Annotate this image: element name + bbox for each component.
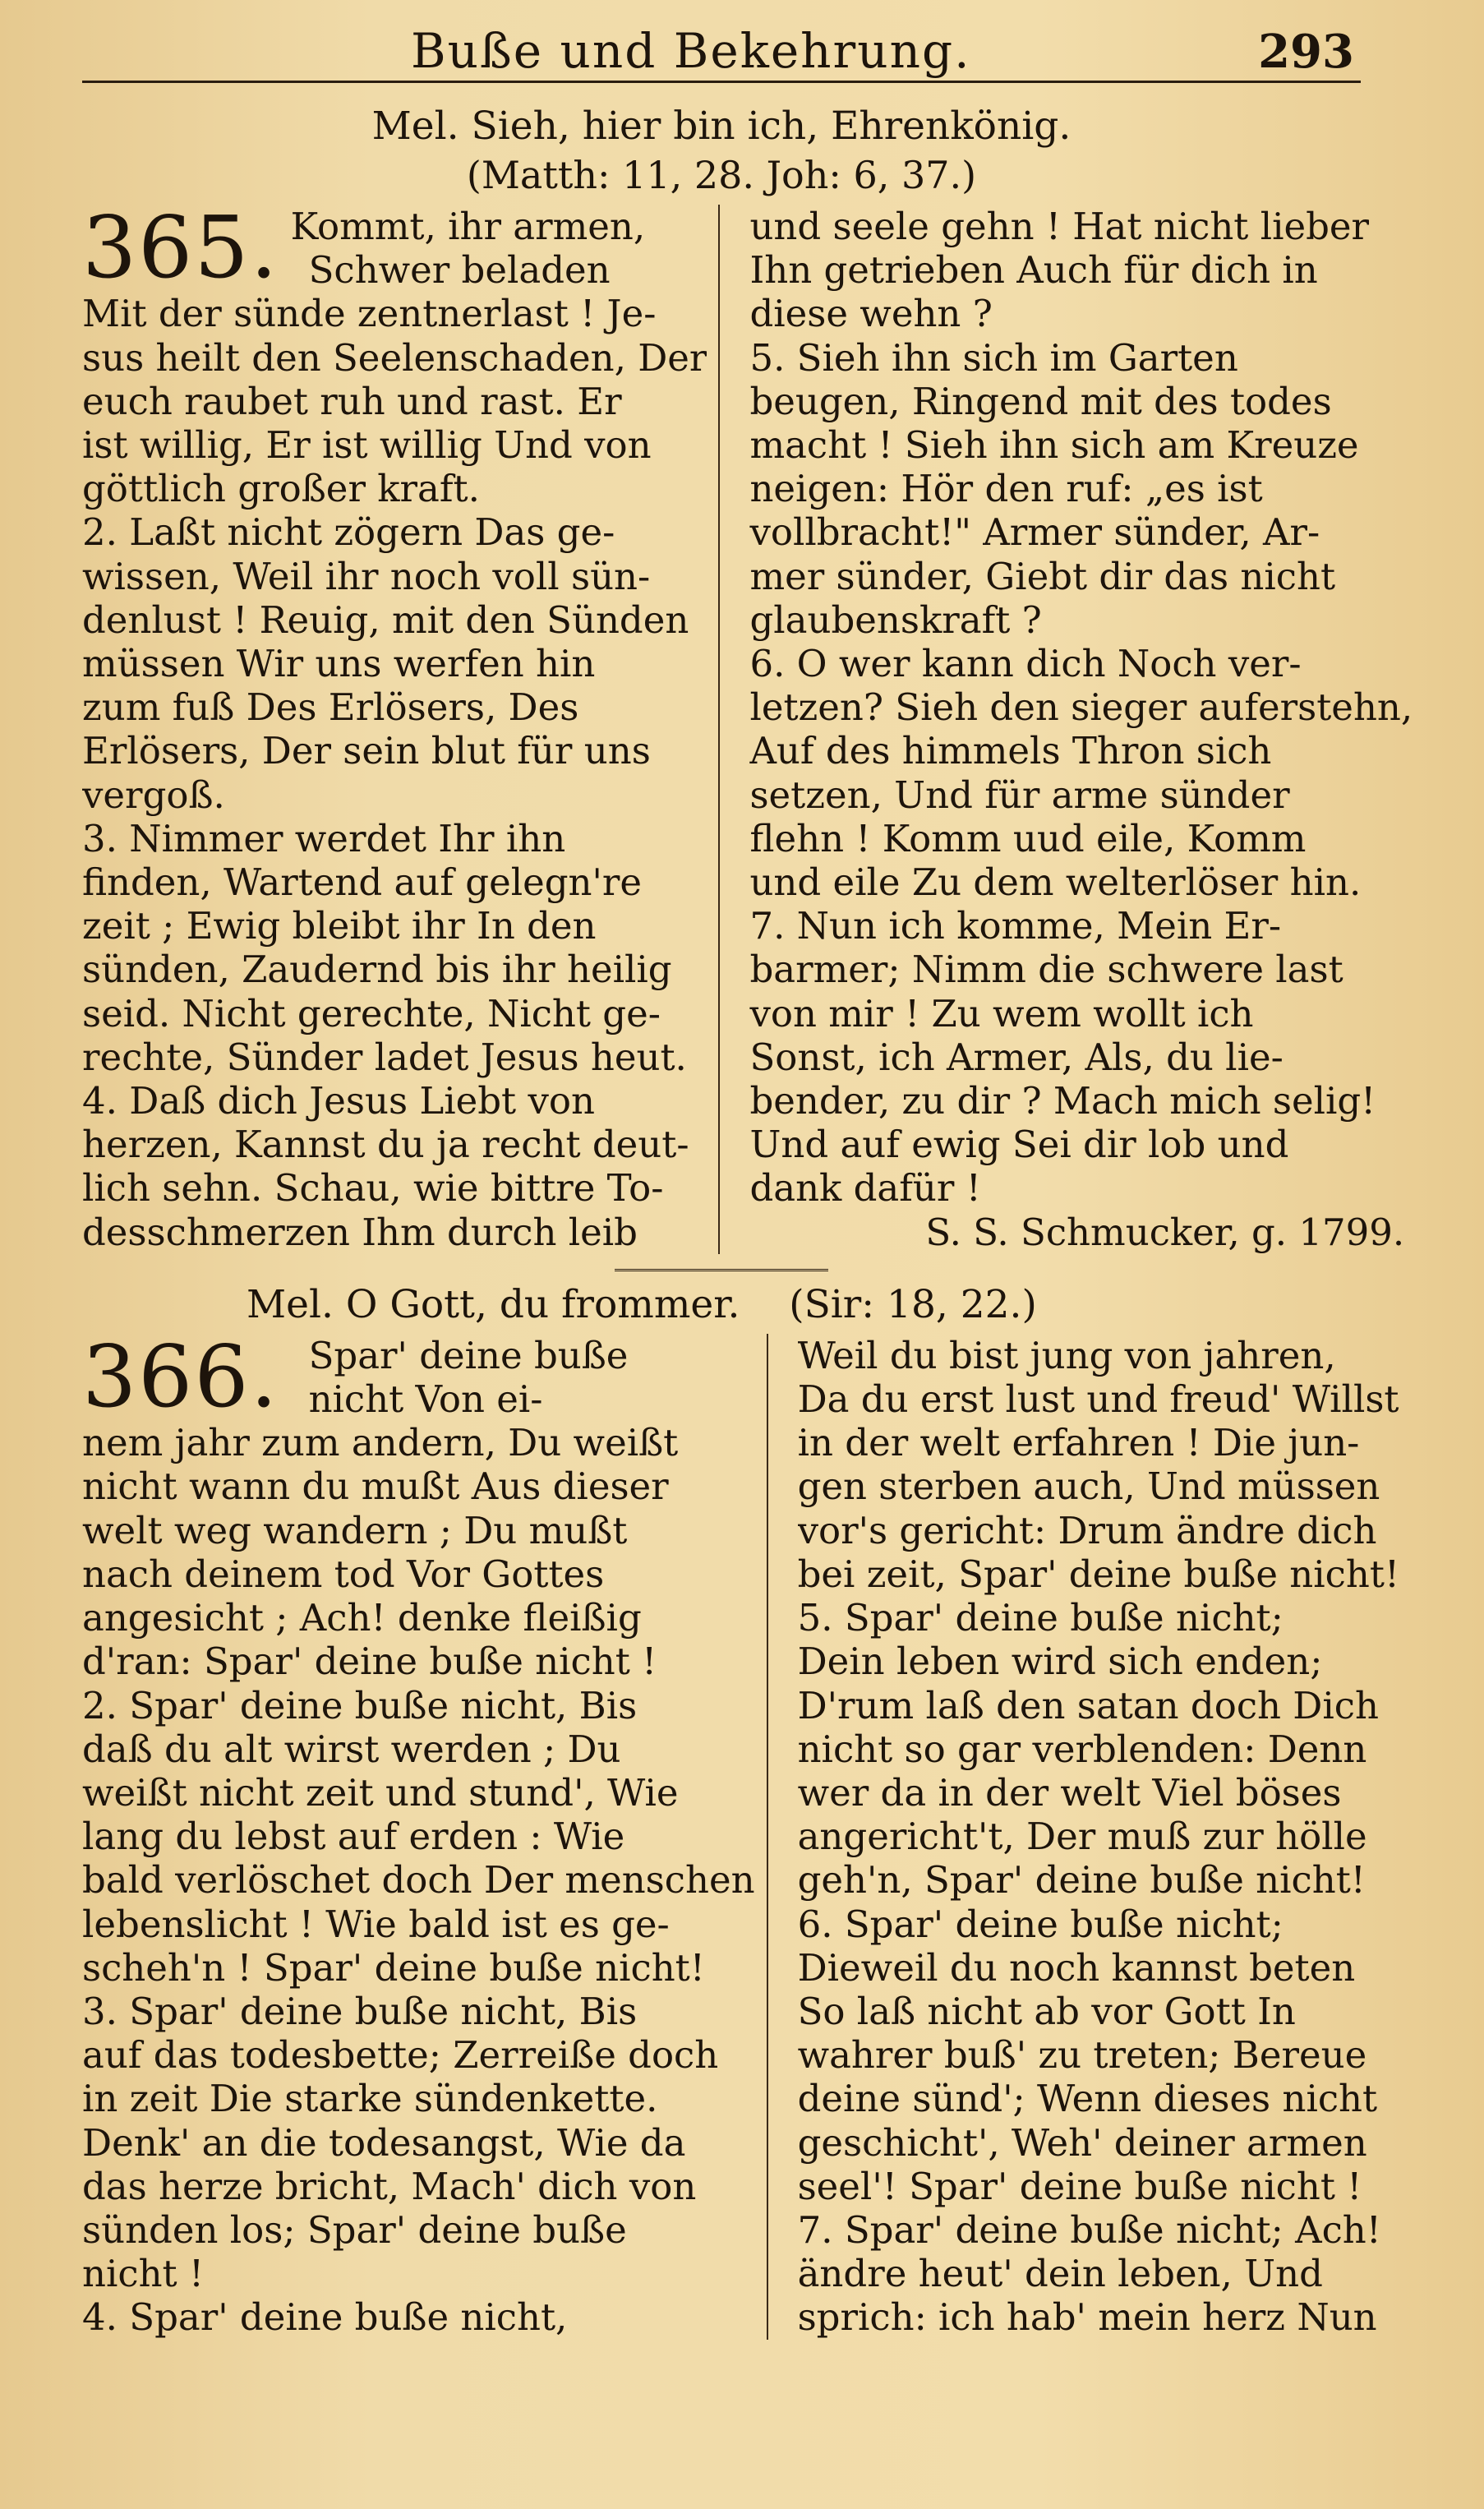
hymn-366-left-column — [82, 1326, 768, 2340]
hymn-365 — [82, 197, 1413, 1254]
text-line: 4. Spar' deine buße nicht, — [82, 2295, 568, 2340]
text-line: welt weg wandern ; Du mußt — [82, 1508, 628, 1552]
hymn-365-right-column — [749, 205, 1413, 1254]
hymn-366-right-lines — [798, 1334, 1399, 2340]
text-line: bender, zu dir ? Mach mich selig! — [749, 1079, 1376, 1123]
hymn-366-opening-text — [291, 1334, 629, 1421]
hymn-366-right-column — [798, 1334, 1399, 2340]
text-line: weißt nicht zeit und stund', Wie — [82, 1770, 679, 1815]
text-line: diese wehn ? — [749, 292, 993, 336]
text-line: 3. Nimmer werdet Ihr ihn — [82, 816, 566, 860]
scripture-reference-365: (Matth: 11, 28. Joh: 6, 37.) — [466, 153, 977, 197]
hymn-365-opening — [82, 197, 707, 297]
text-line: d'ran: Spar' deine buße nicht ! — [82, 1640, 657, 1684]
text-line: mer sünder, Giebt dir das nicht — [749, 554, 1336, 598]
text-line: bald verlöschet doch Der menschen — [82, 1858, 755, 1903]
text-line: nicht wann du mußt Aus dieser — [82, 1464, 669, 1509]
text-line: Schwer beladen — [308, 248, 611, 293]
text-line: vor's gericht: Drum ändre dich — [797, 1508, 1377, 1552]
text-line: nem jahr zum andern, Du weißt — [82, 1421, 679, 1465]
text-line: seel'! Spar' deine buße nicht ! — [797, 2164, 1362, 2208]
text-line: göttlich großer kraft. — [82, 467, 480, 511]
hymn-number-366: 366. — [82, 1326, 279, 1427]
text-line: D'rum laß den satan doch Dich — [797, 1683, 1379, 1727]
text-line: Auf des himmels Thron sich — [749, 729, 1272, 773]
text-line: flehn ! Komm uud eile, Komm — [749, 816, 1307, 860]
text-line: sünden los; Spar' deine buße — [82, 2207, 627, 2252]
text-line: finden, Wartend auf gelegn're — [82, 860, 643, 905]
text-line: nach deinem tod Vor Gottes — [82, 1552, 605, 1596]
text-line: sus heilt den Seelenschaden, Der — [82, 335, 707, 380]
text-line: 7. Spar' deine buße nicht; Ach! — [797, 2207, 1381, 2252]
text-line: in der welt erfahren ! Die jun- — [797, 1421, 1360, 1465]
text-line: ändre heut' dein leben, Und — [797, 2252, 1323, 2296]
text-line: Erlösers, Der sein blut für uns — [82, 729, 651, 773]
text-line: Dein leben wird sich enden; — [797, 1640, 1323, 1684]
text-line: rechte, Sünder ladet Jesus heut. — [82, 1035, 687, 1079]
hymn-divider — [615, 1269, 828, 1271]
text-line: neigen: Hör den ruf: „es ist — [749, 467, 1263, 511]
text-line: zeit ; Ewig bleibt ihr In den — [82, 904, 597, 948]
text-line: Da du erst lust und freud' Willst — [797, 1377, 1399, 1422]
text-line: letzen? Sieh den sieger auferstehn, — [749, 685, 1413, 730]
hymn-366-left-lines — [82, 1421, 755, 2339]
text-line: nicht so gar verblenden: Denn — [797, 1727, 1367, 1771]
text-line: vergoß. — [82, 773, 225, 817]
text-line: seid. Nicht gerechte, Nicht ge- — [82, 991, 661, 1035]
hymn-365-right-lines — [749, 205, 1413, 1211]
text-line: denlust ! Reuig, mit den Sünden — [82, 597, 689, 642]
section-title: Buße und Bekehrung. — [411, 23, 971, 79]
hymn-366-opening — [82, 1326, 755, 1427]
text-line: 2. Laßt nicht zögern Das ge- — [82, 510, 615, 555]
text-line: 5. Spar' deine buße nicht; — [797, 1596, 1284, 1640]
hymn-365-left-column — [82, 197, 720, 1254]
text-line: Kommt, ihr armen, — [290, 205, 646, 248]
text-line: desschmerzen Ihm durch leib — [82, 1210, 638, 1254]
text-line: nicht ! — [82, 2252, 205, 2296]
text-line: setzen, Und für arme sünder — [749, 773, 1290, 817]
text-line: in zeit Die starke sündenkette. — [82, 2077, 658, 2121]
text-line: beugen, Ringend mit des todes — [749, 379, 1332, 423]
text-line: auf das todesbette; Zerreiße doch — [82, 2033, 719, 2078]
text-line: lich sehn. Schau, wie bittre To- — [82, 1166, 664, 1211]
text-line: und eile Zu dem welterlöser hin. — [749, 860, 1362, 905]
text-line: Und auf ewig Sei dir lob und — [749, 1123, 1289, 1167]
hymn-365-opening-text — [291, 205, 646, 292]
melody-line-365: Mel. Sieh, hier bin ich, Ehrenkönig. — [371, 104, 1072, 149]
text-line: deine sünd'; Wenn dieses nicht — [797, 2077, 1378, 2121]
text-line: 7. Nun ich komme, Mein Er- — [749, 904, 1282, 948]
text-line: euch raubet ruh und rast. Er — [82, 379, 622, 423]
text-line: 2. Spar' deine buße nicht, Bis — [82, 1683, 638, 1727]
text-line: müssen Wir uns werfen hin — [82, 642, 596, 686]
text-line: glaubenskraft ? — [749, 597, 1042, 642]
text-line: sünden, Zaudernd bis ihr heilig — [82, 948, 672, 992]
text-line: das herze bricht, Mach' dich von — [82, 2164, 697, 2208]
melody-366-text: Mel. O Gott, du frommer. — [247, 1281, 740, 1327]
hymn-365-author: S. S. Schmucker, g. 1799. — [925, 1210, 1405, 1254]
text-line: von mir ! Zu wem wollt ich — [749, 991, 1254, 1035]
melody-line-366 — [82, 1281, 1361, 1329]
running-header — [82, 23, 1361, 83]
text-line: Weil du bist jung von jahren, — [797, 1333, 1336, 1377]
text-line: Ihn getrieben Auch für dich in — [749, 248, 1318, 293]
text-line: lebenslicht ! Wie bald ist es ge- — [82, 1902, 670, 1946]
text-line: 3. Spar' deine buße nicht, Bis — [82, 1989, 638, 2033]
hymn-number-365: 365. — [82, 197, 279, 297]
text-line: dank dafür ! — [749, 1166, 981, 1211]
text-line: wahrer buß' zu treten; Bereue — [797, 2033, 1367, 2078]
text-line: angesicht ; Ach! denke fleißig — [82, 1596, 642, 1640]
text-line: macht ! Sieh ihn sich am Kreuze — [749, 423, 1359, 468]
text-line: daß du alt wirst werden ; Du — [82, 1727, 621, 1771]
text-line: Denk' an die todesangst, Wie da — [82, 2120, 686, 2165]
hymn-366 — [82, 1326, 1400, 2340]
text-line: sprich: ich hab' mein herz Nun — [797, 2295, 1377, 2340]
text-line: Mit der sünde zentnerlast ! Je- — [82, 292, 657, 336]
page-number: 293 — [1258, 25, 1354, 79]
text-line: gen sterben auch, Und müssen — [797, 1464, 1380, 1509]
text-line: 5. Sieh ihn sich im Garten — [749, 335, 1238, 380]
text-line: ist willig, Er ist willig Und von — [82, 423, 652, 468]
text-line: zum fuß Des Erlösers, Des — [82, 685, 579, 730]
text-line: geh'n, Spar' deine buße nicht! — [797, 1858, 1366, 1903]
text-line: Sonst, ich Armer, Als, du lie- — [749, 1035, 1284, 1079]
text-line: wissen, Weil ihr noch voll sün- — [82, 554, 651, 598]
text-line: und seele gehn ! Hat nicht lieber — [749, 205, 1370, 248]
text-line: lang du lebst auf erden : Wie — [82, 1815, 625, 1859]
text-line: nicht Von ei- — [308, 1377, 543, 1422]
text-line: So laß nicht ab vor Gott In — [797, 1989, 1296, 2033]
text-line: scheh'n ! Spar' deine buße nicht! — [82, 1945, 705, 1990]
text-line: 4. Daß dich Jesus Liebt von — [82, 1079, 595, 1123]
text-line: 6. O wer kann dich Noch ver- — [749, 642, 1302, 686]
text-line: vollbracht!" Armer sünder, Ar- — [749, 510, 1320, 555]
text-line: angericht't, Der muß zur hölle — [797, 1815, 1367, 1859]
text-line: Dieweil du noch kannst beten — [797, 1945, 1356, 1990]
hymn-365-left-lines — [82, 292, 707, 1253]
scripture-reference-366: (Sir: 18, 22.) — [789, 1281, 1037, 1327]
text-line: bei zeit, Spar' deine buße nicht! — [797, 1552, 1400, 1596]
text-line: 6. Spar' deine buße nicht; — [797, 1902, 1284, 1946]
text-line: barmer; Nimm die schwere last — [749, 948, 1343, 992]
text-line: geschicht', Weh' deiner armen — [797, 2120, 1367, 2165]
text-line: wer da in der welt Viel böses — [797, 1770, 1342, 1815]
text-line: herzen, Kannst du ja recht deut- — [82, 1123, 689, 1167]
text-line: Spar' deine buße — [308, 1333, 629, 1377]
